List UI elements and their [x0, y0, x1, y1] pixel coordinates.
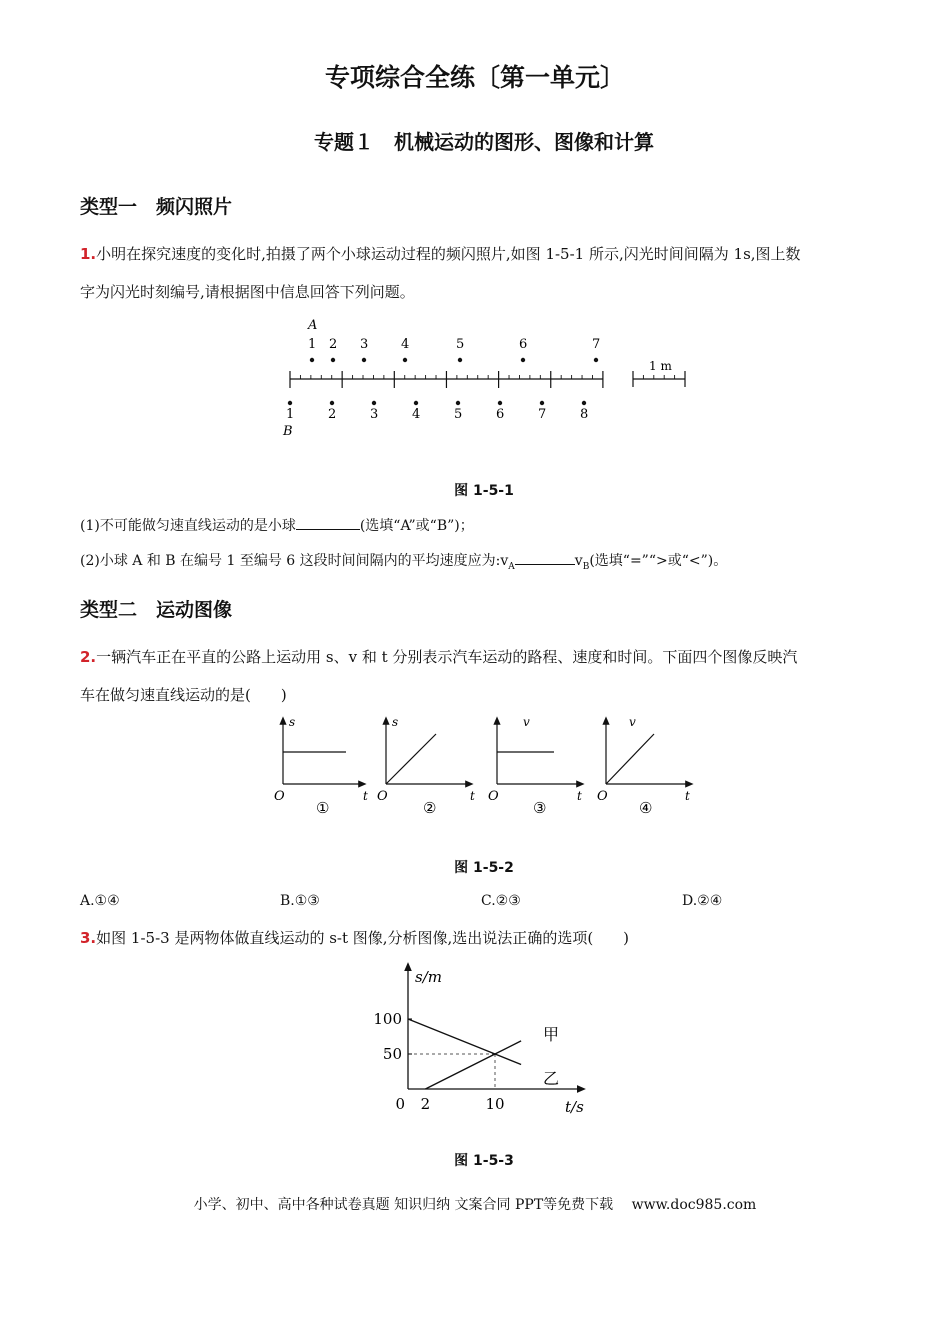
ball-a-dot [594, 358, 598, 362]
ball-a-label: A [308, 318, 318, 333]
ball-a-number: 6 [519, 337, 528, 352]
ball-b-row [286, 401, 588, 422]
origin-label: O [377, 789, 388, 804]
ball-b-number: 3 [370, 407, 379, 422]
figure-caption-1: 图 1-5-1 [454, 483, 514, 499]
topic-title: 专题１ 机械运动的图形、图像和计算 [314, 130, 654, 154]
x-tick-label: 0 [395, 1095, 405, 1113]
ball-a-row [308, 337, 600, 362]
ball-b-number: 7 [538, 407, 547, 422]
ball-a-number: 5 [456, 337, 465, 352]
x-tick-label: 2 [420, 1095, 431, 1113]
question-2 [80, 638, 890, 714]
ball-b-dot [414, 401, 418, 405]
origin-label: O [274, 789, 285, 804]
ball-a-dot [458, 358, 462, 362]
option-a[interactable]: A.①④ [80, 893, 120, 909]
ball-b-dot [498, 401, 502, 405]
figure-1-5-3 [360, 960, 610, 1120]
sub-question-1 [80, 515, 474, 535]
figure-caption-2: 图 1-5-2 [454, 860, 514, 876]
section-heading-1: 类型一 频闪照片 [80, 196, 233, 218]
ball-b-number: 2 [328, 407, 337, 422]
y-axis-label: s [289, 715, 296, 729]
y-axis-title: s/m [415, 968, 442, 986]
answer-blank-2[interactable] [515, 550, 575, 565]
graph-2 [377, 715, 475, 817]
question-text-cont: 字为闪光时刻编号,请根据图中信息回答下列问题。 [80, 283, 415, 301]
subscript-b: B [582, 561, 590, 572]
series-label-yi: 乙 [543, 1069, 560, 1088]
graph-1 [274, 715, 368, 817]
ball-a-dot [310, 358, 314, 362]
sub-question-1-hint: (选填“A”或“B”)； [359, 518, 474, 534]
question-text: 一辆汽车正在平直的公路上运动用 s、v 和 t 分别表示汽车运动的路程、速度和时间。下面四个图像反映汽 [96, 648, 798, 666]
ball-b-number: 4 [412, 407, 421, 422]
y-axis-label: s [392, 715, 399, 729]
ball-b-number: 8 [580, 407, 589, 422]
question-text-cont: 车在做匀速直线运动的是( ) [80, 686, 287, 704]
page-title: 专项综合全练〔第一单元〕 [324, 63, 625, 92]
question-text: 如图 1-5-3 是两物体做直线运动的 s-t 图像,分析图像,选出说法正确的选项( ) [96, 929, 630, 947]
figure-1-5-2 [265, 712, 705, 822]
scale-label: 1 m [649, 359, 672, 373]
sub-question-2-text: (2)小球 A 和 B 在编号 1 至编号 6 这段时间间隔内的平均速度应为:v [80, 553, 509, 569]
sloped-line [606, 734, 654, 784]
ball-b-dot [540, 401, 544, 405]
ball-b-dot [582, 401, 586, 405]
sub-question-2 [80, 550, 727, 572]
ball-a-dot [362, 358, 366, 362]
ball-a-number: 2 [329, 337, 338, 352]
velocity-symbol: v [574, 553, 583, 569]
footer-text: 小学、初中、高中各种试卷真题 知识归纳 文案合同 PPT等免费下载 www.doc985.com [193, 1197, 757, 1213]
ball-b-dot [372, 401, 376, 405]
figure-1-5-1 [280, 315, 700, 445]
figure-caption-3: 图 1-5-3 [454, 1153, 514, 1169]
question-1 [80, 235, 890, 311]
x-axis-label: t [685, 789, 690, 803]
x-axis-label: t [577, 789, 582, 803]
ball-a-number: 1 [308, 337, 317, 352]
ball-b-dot [456, 401, 460, 405]
question-number: 3. [80, 929, 97, 947]
ball-a-dot [331, 358, 335, 362]
ball-b-dot [288, 401, 292, 405]
scale-bar [633, 359, 685, 387]
ruler [290, 371, 603, 388]
series-label-jia: 甲 [543, 1025, 560, 1044]
sub-question-2-hint: (选填“=”“>或“<”)。 [589, 553, 728, 569]
graph-3 [488, 715, 582, 817]
section-heading-2: 类型二 运动图像 [80, 599, 233, 621]
x-axis-title: t/s [565, 1098, 584, 1116]
ball-b-number: 1 [286, 407, 295, 422]
ball-b-label: B [283, 424, 293, 439]
ball-a-number: 4 [401, 337, 410, 352]
option-c[interactable]: C.②③ [481, 893, 521, 909]
option-b[interactable]: B.①③ [280, 893, 320, 909]
graph-tag: ④ [639, 799, 653, 817]
question-text: 小明在探究速度的变化时,拍摄了两个小球运动过程的频闪照片,如图 1-5-1 所示,闪光时间间隔为 1s,图上数 [96, 245, 801, 263]
graph-tag: ① [316, 799, 330, 817]
ball-a-number: 7 [592, 337, 601, 352]
y-axis-label: v [523, 715, 530, 729]
graph-tag: ③ [533, 799, 547, 817]
y-tick-label: 50 [382, 1045, 402, 1063]
ball-b-number: 6 [496, 407, 505, 422]
x-tick-label: 10 [485, 1095, 505, 1113]
x-axis-label: t [363, 789, 368, 803]
answer-blank-1[interactable] [296, 515, 360, 530]
question-number: 2. [80, 648, 97, 666]
option-d[interactable]: D.②④ [682, 893, 723, 909]
y-axis-label: v [629, 715, 636, 729]
sub-question-1-text: (1)不可能做匀速直线运动的是小球 [80, 518, 296, 534]
ball-b-number: 5 [454, 407, 463, 422]
ball-a-dot [403, 358, 407, 362]
sloped-line [386, 734, 436, 784]
subscript-a: A [508, 561, 515, 572]
origin-label: O [597, 789, 608, 804]
y-tick-label: 100 [373, 1010, 402, 1028]
series-line-jia [425, 1041, 521, 1089]
ball-a-number: 3 [360, 337, 369, 352]
question-number: 1. [80, 245, 97, 263]
ball-a-dot [521, 358, 525, 362]
origin-label: O [488, 789, 499, 804]
graph-tag: ② [423, 799, 437, 817]
question-3 [80, 919, 890, 957]
series-line-yi [408, 1019, 521, 1065]
ball-b-dot [330, 401, 334, 405]
x-axis-label: t [470, 789, 475, 803]
graph-4 [597, 715, 690, 817]
